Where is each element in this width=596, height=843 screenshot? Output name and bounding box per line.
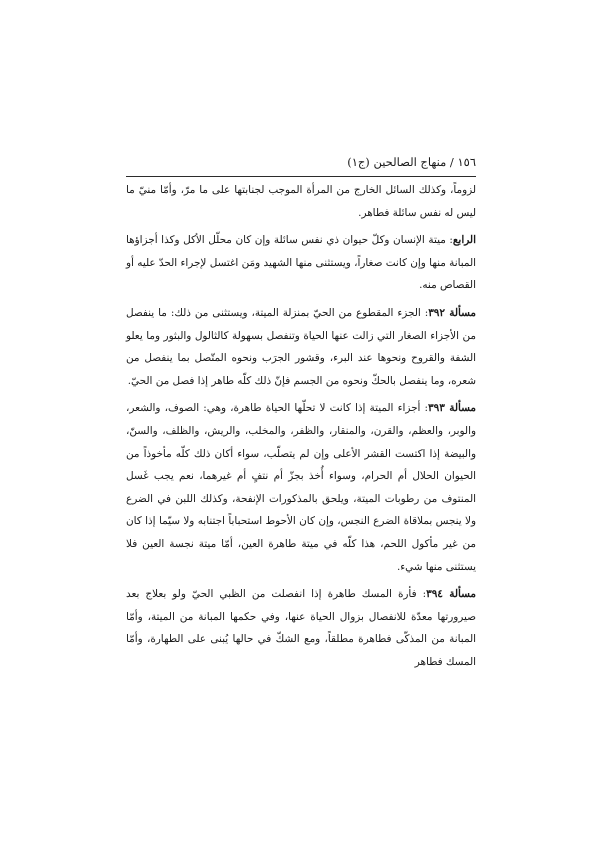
paragraph-text: : الجزء المقطوع من الحيّ بمنزلة الميتة، ويستثنى من ذلك: ما ينفصل من الأجزاء الصغار التي زالت عنها الحياة وتنفصل بسهولة كالثالول والبثور وما يعلو الشفة والقروح ونحوها عند البرء، وقشور الجرَب ونحوه المتّصل بما ينفصل من شعره، وما ينفصل بالحكّ ونحوه من الجسم فإنّ ذلك كلّه طاهر إذا فصل من الحيّ. [126, 306, 476, 387]
paragraph [126, 302, 476, 392]
paragraph-text: لزوماً، وكذلك السائل الخارج من المرأة الموجب لجنابتها على ما مرّ، وأمّا منيّ ما ليس له نفس سائلة فطاهر. [126, 184, 476, 219]
paragraph [126, 229, 476, 297]
running-header [128, 149, 476, 175]
header-divider [126, 176, 476, 177]
paragraph [126, 397, 476, 578]
page-body [126, 179, 476, 673]
issue-heading: مسألة ٣٩٣ [428, 402, 477, 415]
paragraph [126, 583, 476, 673]
paragraph-text: : ميتة الإنسان وكلّ حيوان ذي نفس سائلة وإن كان محلّل الأكل وكذا أجزاؤها المبانة منها وإن كانت صغاراً، ويستثنى منها الشهيد ومَن اغتسل لإجراء الحدّ عليه أو القصاص منه. [126, 234, 476, 292]
paragraph-text: : أجزاء الميتة إذا كانت لا تحلّها الحياة طاهرة، وهي: الصوف، والشعر، والوبر، والعظم، والقرن، والمنقار، والظفر، والمخلب، والريش، والظلف، والسنّ، والبيضة إذا اكتست القشر الأعلى وإن لم يتصلّب، سواء أكان ذلك كلّه مأخوذاً من الحيوان الحلال أم الحرام، وسواء أُخذ بجزّ أم نتفٍ أم غيرهما، نعم يجب غَسل المنتوف من رطوبات الميتة، ويلحق بالمذكورات الإنفحة، وكذلك اللبن في الضرع ولا ينجس بملاقاة الضرع النجس، وإن كان الأحوط استحباباً اجتنابه ولا سيّما إذا كان من غير مأكول اللحم، هذا كلّه في ميتة طاهرة العين، أمّا ميتة نجسة العين فلا يستثنى منها شيء. [126, 402, 476, 573]
issue-heading: مسألة ٣٩٤ [426, 588, 476, 601]
paragraph [126, 179, 476, 224]
running-head-text: ١٥٦ / منهاج الصالحين (ج١) [347, 155, 476, 169]
issue-heading: مسألة ٣٩٢ [428, 306, 476, 319]
section-heading: الرابع [452, 234, 476, 247]
paragraph-text: : فأرة المسك طاهرة إذا انفصلت من الظبي الحيّ ولو بعلاج بعد صيرورتها معدّة للانفصال بزوال الحياة عنها، وفي حكمها المبانة من الميتة، وأمّا المبانة من المذكّى فطاهرة مطلقاً، ومع الشكّ في حالها يُبنى على الطهارة، وأمّا المسك فطاهر [126, 588, 476, 668]
